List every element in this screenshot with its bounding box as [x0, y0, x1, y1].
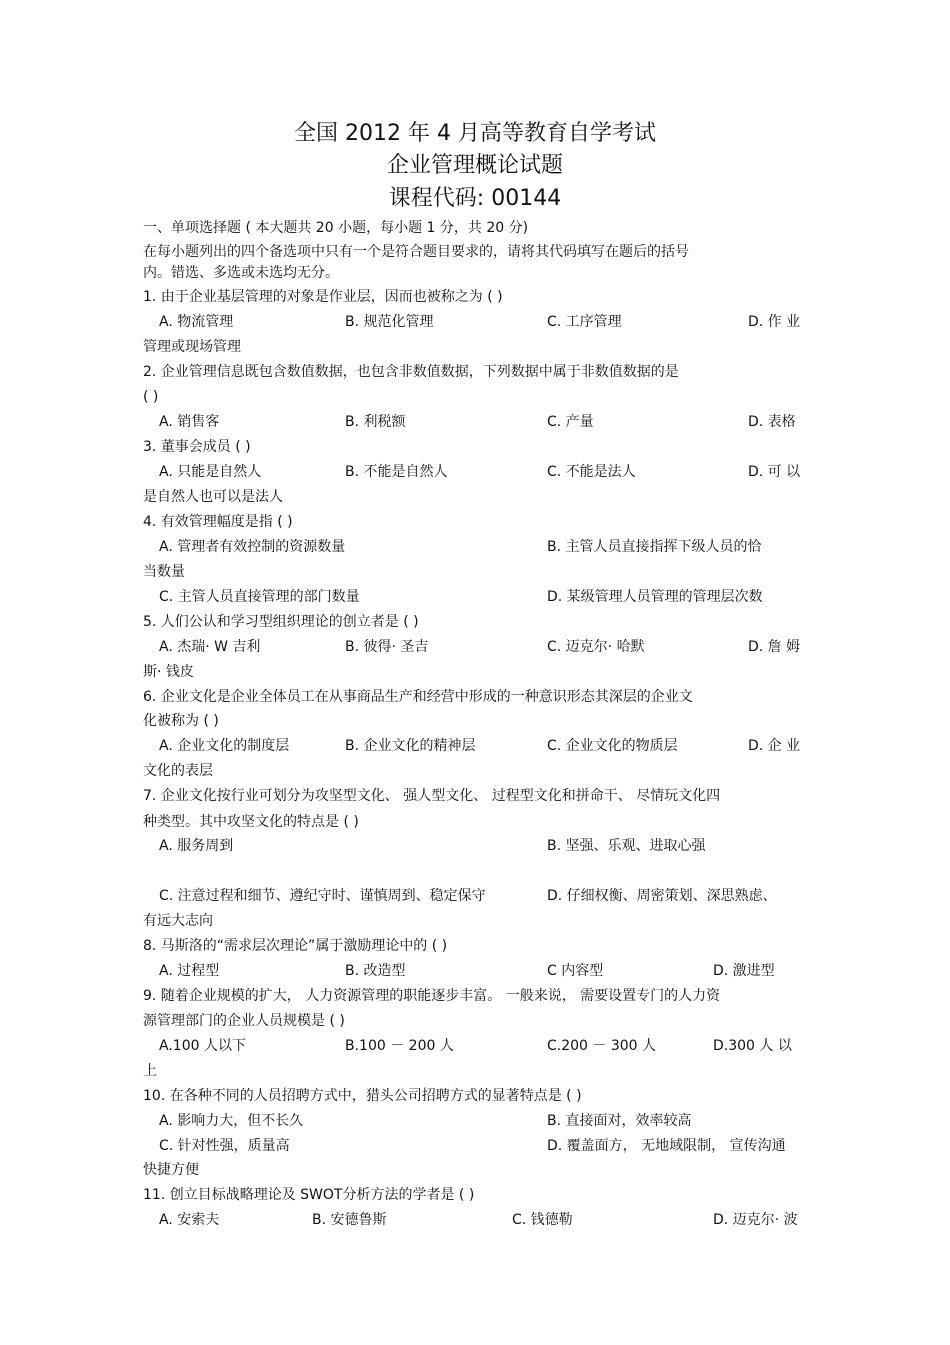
question-9-option-d: D.300 人 以 [713, 1038, 792, 1054]
question-3-option-d: D. 可 以 [748, 464, 801, 480]
question-8-option-c: C 内容型 [547, 963, 604, 979]
question-1-stem: 1. 由于企业基层管理的对象是作业层，因而也被称之为 ( ) [143, 289, 503, 305]
question-6-option-d: D. 企 业 [748, 738, 801, 754]
question-4-option-c: C. 主管人员直接管理的部门数量 [159, 589, 360, 605]
question-5-option-c: C. 迈克尔· 哈默 [547, 639, 645, 655]
question-11-stem: 11. 创立目标战略理论及 SWOT分析方法的学者是 ( ) [143, 1187, 475, 1203]
question-1-option-c: C. 工序管理 [547, 314, 622, 330]
question-1-option-d-cont: 管理或现场管理 [143, 339, 241, 355]
exam-title: 全国 2012 年 4 月高等教育自学考试 [294, 121, 656, 146]
question-3-option-a: A. 只能是自然人 [159, 464, 262, 480]
question-7-stem: 7. 企业文化按行业可划分为攻坚型文化、 强人型文化、 过程型文化和拼命干、 尽情玩文化四 [143, 788, 721, 804]
question-5-option-a: A. 杰瑞· W 吉利 [159, 639, 261, 655]
question-5-option-b: B. 彼得· 圣吉 [345, 639, 429, 655]
question-1-option-a: A. 物流管理 [159, 314, 234, 330]
question-7-option-c: C. 注意过程和细节、遵纪守时、谨慎周到、稳定保守 [159, 888, 486, 904]
question-11-option-b: B. 安德鲁斯 [312, 1212, 387, 1228]
question-1-option-d: D. 作 业 [748, 314, 801, 330]
question-5-option-d: D. 詹 姆 [748, 639, 801, 655]
question-4-stem: 4. 有效管理幅度是指 ( ) [143, 514, 293, 530]
question-11-option-c: C. 钱德勒 [512, 1212, 573, 1228]
question-10-option-c: C. 针对性强，质量高 [159, 1138, 290, 1154]
question-7-option-b: B. 坚强、乐观、进取心强 [547, 838, 706, 854]
section-instruction: 在每小题列出的四个备选项中只有一个是符合题目要求的，请将其代码填写在题后的括号 [143, 244, 689, 260]
question-5-option-d-cont: 斯· 钱皮 [143, 664, 194, 680]
question-6-option-d-cont: 文化的表层 [143, 763, 213, 779]
question-8-option-a: A. 过程型 [159, 963, 220, 979]
exam-subject: 企业管理概论试题 [386, 153, 563, 178]
question-4-option-d: D. 某级管理人员管理的管理层次数 [547, 589, 763, 605]
question-3-option-d-cont: 是自然人也可以是法人 [143, 489, 283, 505]
question-7-option-a: A. 服务周到 [159, 838, 234, 854]
question-7-option-d-cont: 有远大志向 [143, 913, 213, 929]
question-2-option-a: A. 销售客 [159, 414, 220, 430]
question-2-paren: ( ) [143, 389, 159, 405]
question-9-option-d-cont: 上 [143, 1063, 157, 1079]
question-9-option-b: B.100 － 200 人 [345, 1038, 454, 1054]
question-6-option-b: B. 企业文化的精神层 [345, 738, 476, 754]
question-4-option-a: A. 管理者有效控制的资源数量 [159, 539, 346, 555]
question-9-option-c: C.200 － 300 人 [547, 1038, 657, 1054]
question-8-option-b: B. 改造型 [345, 963, 406, 979]
question-3-option-b: B. 不能是自然人 [345, 464, 448, 480]
question-7-stem-cont: 种类型。其中攻坚文化的特点是 ( ) [143, 814, 359, 830]
question-11-option-a: A. 安索夫 [159, 1212, 220, 1228]
question-4-option-b-cont: 当数量 [143, 564, 185, 580]
question-1-option-b: B. 规范化管理 [345, 314, 434, 330]
section-heading: 一、单项选择题 ( 本大题共 20 小题，每小题 1 分，共 20 分) [143, 220, 529, 236]
question-10-option-d: D. 覆盖面方， 无地域限制， 宣传沟通 [547, 1138, 786, 1154]
question-8-option-d: D. 激进型 [713, 963, 775, 979]
question-6-option-a: A. 企业文化的制度层 [159, 738, 290, 754]
question-2-option-b: B. 利税额 [345, 414, 406, 430]
question-7-option-d: D. 仔细权衡、周密策划、深思熟虑、 [547, 888, 777, 904]
question-10-option-b: B. 直接面对，效率较高 [547, 1113, 692, 1129]
question-9-stem-cont: 源管理部门的企业人员规模是 ( ) [143, 1013, 345, 1029]
question-4-option-b: B. 主管人员直接指挥下级人员的恰 [547, 539, 762, 555]
question-9-option-a: A.100 人以下 [159, 1038, 246, 1054]
question-2-option-c: C. 产量 [547, 414, 594, 430]
question-6-option-c: C. 企业文化的物质层 [547, 738, 678, 754]
question-2-stem: 2. 企业管理信息既包含数值数据，也包含非数值数据，下列数据中属于非数值数据的是 [143, 364, 679, 380]
question-11-option-d: D. 迈克尔· 波 [713, 1212, 798, 1228]
question-3-stem: 3. 董事会成员 ( ) [143, 439, 251, 455]
question-10-stem: 10. 在各种不同的人员招聘方式中，猎头公司招聘方式的显著特点是 ( ) [143, 1088, 582, 1104]
question-9-stem: 9. 随着企业规模的扩大， 人力资源管理的职能逐步丰富。 一般来说， 需要设置专门的人力资 [143, 988, 721, 1004]
question-2-option-d: D. 表格 [748, 414, 796, 430]
question-8-stem: 8. 马斯洛的“需求层次理论”属于激励理论中的 ( ) [143, 938, 448, 954]
course-code: 课程代码: 00144 [388, 186, 562, 211]
question-10-option-d-cont: 快捷方便 [143, 1162, 199, 1178]
question-10-option-a: A. 影响力大，但不长久 [159, 1113, 304, 1129]
question-3-option-c: C. 不能是法人 [547, 464, 636, 480]
question-6-stem: 6. 企业文化是企业全体员工在从事商品生产和经营中形成的一种意识形态其深层的企业文 [143, 689, 693, 705]
section-instruction-cont: 内。错选、多选或未选均无分。 [143, 265, 339, 281]
question-6-stem-cont: 化被称为 ( ) [143, 713, 219, 729]
question-5-stem: 5. 人们公认和学习型组织理论的创立者是 ( ) [143, 614, 419, 630]
